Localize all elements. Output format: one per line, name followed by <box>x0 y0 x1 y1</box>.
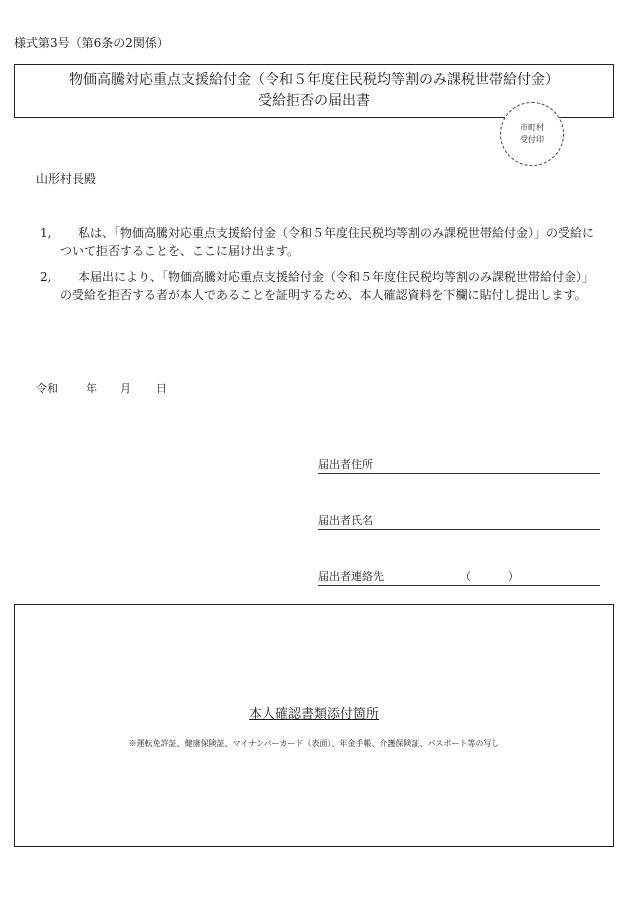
form-number: 様式第3号（第6条の2関係） <box>14 36 169 50</box>
reception-stamp <box>500 102 564 166</box>
id-attachment-box[interactable] <box>14 604 614 847</box>
paragraph-2 <box>40 268 600 304</box>
title-line-2: 受給拒否の届出書 <box>258 93 370 109</box>
contact-field[interactable] <box>318 568 600 586</box>
contact-paren-open: （ <box>460 570 471 583</box>
name-label: 届出者氏名 <box>318 514 373 527</box>
addressee: 山形村長殿 <box>36 172 97 186</box>
id-attachment-note: ※運転免許証、健康保険証、マイナンバーカード（表面）、年金手帳、介護保険証、パスポート等の写し <box>128 739 500 748</box>
stamp-line-2: 受付印 <box>520 135 544 144</box>
date-year: 年 <box>86 382 97 395</box>
paragraph-1-number: 1, <box>40 226 52 240</box>
address-field[interactable] <box>318 456 600 474</box>
name-field[interactable] <box>318 512 600 530</box>
paragraph-2-number: 2, <box>40 270 52 284</box>
date-month: 月 <box>120 382 131 395</box>
stamp-line-1: 市町村 <box>520 123 544 132</box>
contact-label: 届出者連絡先 <box>318 570 384 583</box>
address-label: 届出者住所 <box>318 458 373 471</box>
paragraph-1 <box>40 224 600 260</box>
contact-paren-close: ） <box>508 570 519 583</box>
paragraph-2-text: 本届出により、「物価高騰対応重点支援給付金（令和５年度住民税均等割のみ課税世帯給付金）」の受給を拒否する者が本人であることを証明するため、本人確認資料を下欄に貼付し提出します。 <box>60 270 595 302</box>
date-day: 日 <box>156 382 167 395</box>
id-attachment-title: 本人確認書類添付箇所 <box>248 707 379 722</box>
title-line-1: 物価高騰対応重点支援給付金（令和５年度住民税均等割のみ課税世帯給付金） <box>69 72 559 88</box>
paragraph-1-text: 私は、「物価高騰対応重点支援給付金（令和５年度住民税均等割のみ課税世帯給付金）」の受給について拒否することを、ここに届け出ます。 <box>60 226 595 258</box>
date-era: 令和 <box>36 382 58 395</box>
